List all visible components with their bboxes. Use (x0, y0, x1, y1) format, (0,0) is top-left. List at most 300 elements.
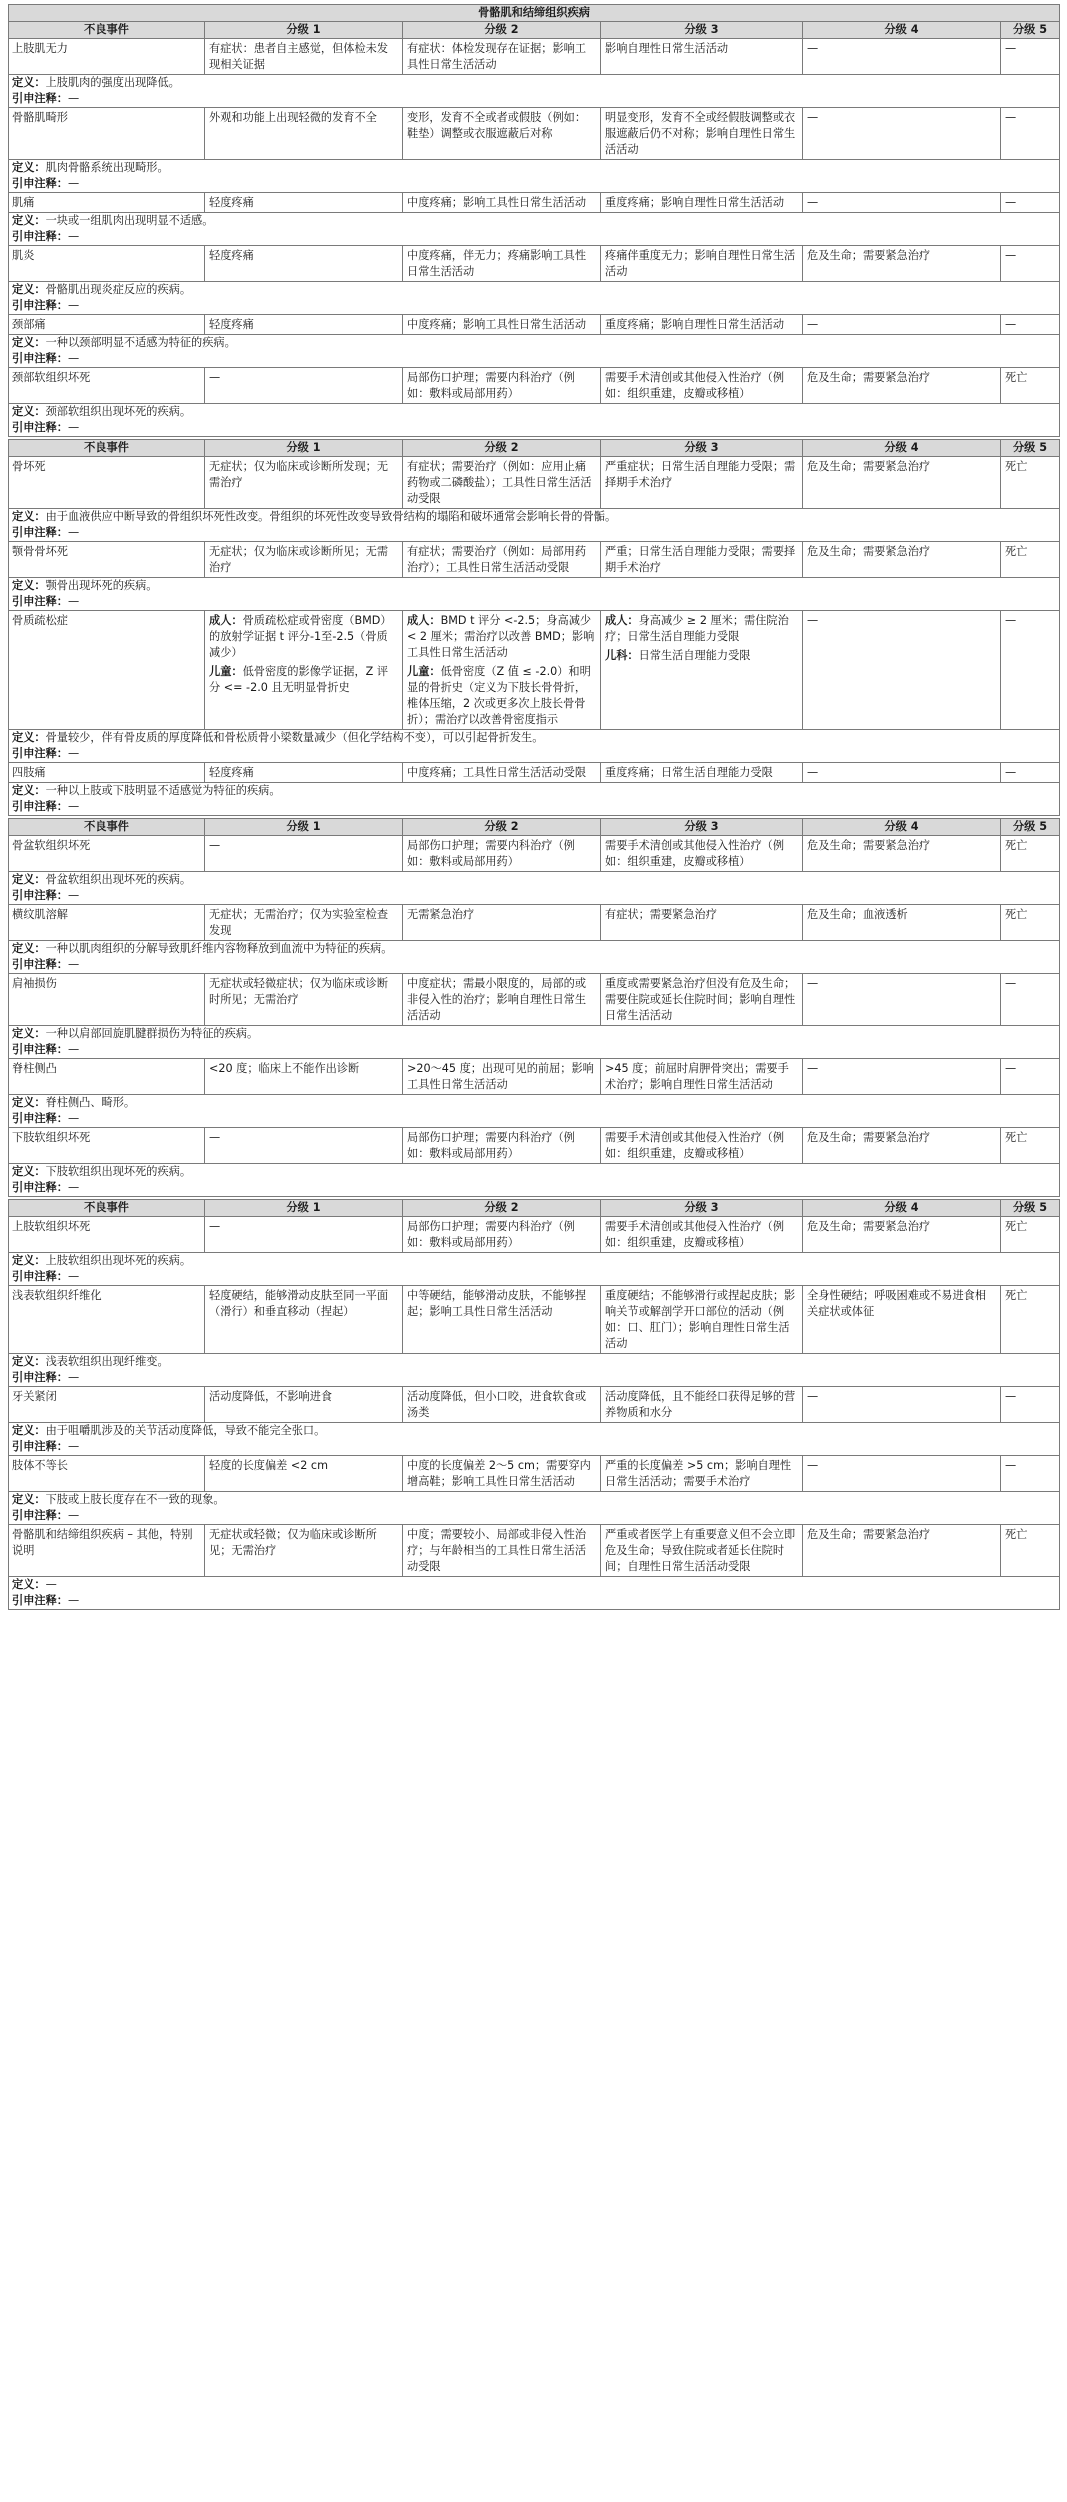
column-header-5: 分级 5 (1001, 1200, 1060, 1217)
grade-text (807, 317, 996, 333)
grade-text (407, 195, 596, 211)
column-header-4: 分级 4 (803, 440, 1001, 457)
event-name: 颈部痛 (9, 315, 205, 335)
grade-text (605, 1061, 798, 1093)
table-row (9, 193, 1060, 213)
definition-cell (9, 1577, 1060, 1594)
grade-description: >45 度；前屈时肩胛骨突出；需要手术治疗；影响自理性日常生活活动 (605, 1062, 789, 1091)
grade-description: 疼痛伴重度无力；影响自理性日常生活活动 (605, 249, 796, 278)
grade-text (1005, 838, 1055, 854)
grade-text (605, 765, 798, 781)
grade-2-cell (403, 39, 601, 75)
column-header-0: 不良事件 (9, 819, 205, 836)
event-name: 横纹肌溶解 (9, 905, 205, 941)
table-row (9, 315, 1060, 335)
grade-3-cell (601, 1286, 803, 1354)
definition-cell (9, 282, 1060, 299)
grade-5-cell (1001, 763, 1060, 783)
grade-description: 低骨密度的影像学证据，Z 评分 <= -2.0 且无明显骨折史 (209, 665, 389, 694)
grade-2-cell (403, 1456, 601, 1492)
grade-4-cell (803, 1387, 1001, 1423)
grade-1-cell (205, 905, 403, 941)
grade-3-cell (601, 108, 803, 160)
grade-text (807, 1458, 996, 1474)
grade-4-cell (803, 1286, 1001, 1354)
table-row (9, 1387, 1060, 1423)
grade-5-cell (1001, 1286, 1060, 1354)
navigational-note-cell (9, 229, 1060, 246)
grade-text (209, 195, 398, 211)
grade-text (209, 1061, 398, 1077)
grade-text (407, 838, 596, 870)
grade-4-cell (803, 836, 1001, 872)
event-name: 浅表软组织纤维化 (9, 1286, 205, 1354)
navigational-note-text: — (67, 1440, 80, 1453)
column-header-0: 不良事件 (9, 440, 205, 457)
grade-description: 变形，发育不全或者或假肢（例如：鞋垫）调整或衣服遮蔽后对称 (407, 111, 587, 140)
definition-label: 定义： (12, 283, 46, 296)
grade-description: 轻度疼痛 (209, 249, 254, 262)
grade-description: — (209, 1131, 221, 1144)
navigational-note-label: 引申注释： (12, 230, 68, 243)
grade-text (807, 613, 996, 629)
grade-description: — (1005, 42, 1017, 55)
definition-label: 定义： (12, 214, 46, 227)
grade-description: 需要手术清创或其他侵入性治疗（例如：组织重建，皮瓣或移植） (605, 1220, 785, 1249)
grade-description: — (807, 1459, 819, 1472)
grade-description: BMD t 评分 <-2.5；身高减少 < 2 厘米；需治疗以改善 BMD；影响工具性日常生活活动 (407, 614, 595, 659)
table-row (9, 108, 1060, 160)
navigational-note-text: — (67, 1594, 80, 1607)
navigational-note-text: — (67, 1043, 80, 1056)
grade-text (1005, 1219, 1055, 1235)
grade-description: 重度疼痛；日常生活自理能力受限 (605, 766, 773, 779)
grade-1-cell (205, 39, 403, 75)
grade-description: 有症状：患者自主感觉，但体检未发现相关证据 (209, 42, 389, 71)
definition-row (9, 578, 1060, 595)
grade-3-cell (601, 905, 803, 941)
grade-1-cell (205, 1286, 403, 1354)
grade-2-cell (403, 905, 601, 941)
definition-text: 浅表软组织出现纤维变。 (45, 1355, 169, 1368)
grade-text (605, 1389, 798, 1421)
grade-population-label: 成人： (407, 614, 441, 627)
grade-text (209, 459, 398, 491)
table-row (9, 974, 1060, 1026)
grade-text (807, 1527, 996, 1543)
column-header-1: 分级 1 (205, 819, 403, 836)
definition-row (9, 1577, 1060, 1594)
grade-1-cell (205, 457, 403, 509)
navigational-note-row (9, 351, 1060, 368)
event-name: 上肢软组织坏死 (9, 1217, 205, 1253)
navigational-note-row (9, 594, 1060, 611)
grade-text (209, 765, 398, 781)
navigational-note-cell (9, 351, 1060, 368)
grade-text (407, 1458, 596, 1490)
grade-description: 危及生命；需要紧急治疗 (807, 1528, 931, 1541)
definition-text: 肌肉骨骼系统出现畸形。 (45, 161, 169, 174)
grade-3-cell (601, 1059, 803, 1095)
navigational-note-text: — (67, 1270, 80, 1283)
navigational-note-label: 引申注释： (12, 1440, 68, 1453)
column-header-0: 不良事件 (9, 22, 205, 39)
grade-description: 轻度疼痛 (209, 196, 254, 209)
grade-text (605, 648, 798, 664)
grade-text (605, 110, 798, 158)
navigational-note-cell (9, 420, 1060, 437)
grade-2-cell (403, 1217, 601, 1253)
grade-description: 无症状；无需治疗；仅为实验室检查发现 (209, 908, 389, 937)
definition-row (9, 282, 1060, 299)
grade-2-cell (403, 611, 601, 730)
navigational-note-cell (9, 91, 1060, 108)
navigational-note-label: 引申注释： (12, 299, 68, 312)
definition-text: — (45, 1578, 57, 1591)
table-row (9, 542, 1060, 578)
navigational-note-row (9, 1439, 1060, 1456)
column-header-0: 不良事件 (9, 1200, 205, 1217)
grade-description: 全身性硬结；呼吸困难或不易进食相关症状或体征 (807, 1289, 987, 1318)
grade-description: 死亡 (1005, 908, 1028, 921)
grade-4-cell (803, 1128, 1001, 1164)
grade-1-cell (205, 1456, 403, 1492)
grade-description: — (209, 839, 221, 852)
grade-3-cell (601, 1128, 803, 1164)
table-row (9, 1128, 1060, 1164)
navigational-note-text: — (67, 177, 80, 190)
definition-label: 定义： (12, 784, 46, 797)
grade-description: — (1005, 318, 1017, 331)
definition-label: 定义： (12, 873, 46, 886)
navigational-note-text: — (67, 1181, 80, 1194)
grade-description: — (1005, 196, 1017, 209)
column-header-1: 分级 1 (205, 22, 403, 39)
grade-text (209, 664, 398, 696)
definition-text: 脊柱侧凸、畸形。 (45, 1096, 136, 1109)
grade-text (407, 317, 596, 333)
grade-text (209, 1458, 398, 1474)
definition-text: 颈部软组织出现坏死的疾病。 (45, 405, 192, 418)
grade-text (605, 1458, 798, 1490)
definition-text: 上肢肌肉的强度出现降低。 (45, 76, 180, 89)
grade-description: — (807, 111, 819, 124)
grade-text (407, 907, 596, 923)
grade-description: 局部伤口护理；需要内科治疗（例如：敷料或局部用药） (407, 371, 575, 400)
grade-description: — (1005, 111, 1017, 124)
column-header-5: 分级 5 (1001, 819, 1060, 836)
table-row (9, 1456, 1060, 1492)
grade-text (209, 1130, 398, 1146)
grade-5-cell (1001, 1456, 1060, 1492)
grade-text (807, 110, 996, 126)
navigational-note-text: — (67, 1112, 80, 1125)
definition-label: 定义： (12, 731, 46, 744)
definition-label: 定义： (12, 942, 46, 955)
grade-4-cell (803, 246, 1001, 282)
grade-description: 有症状；需要治疗（例如：应用止痛药物或二磷酸盐）；工具性日常生活活动受限 (407, 460, 592, 505)
grade-text (807, 1130, 996, 1146)
grade-text (807, 544, 996, 560)
grade-description: 日常生活自理能力受限 (638, 649, 751, 662)
definition-cell (9, 509, 1060, 526)
grade-description: 轻度的长度偏差 <2 cm (209, 1459, 328, 1472)
definition-row (9, 1423, 1060, 1440)
definition-text: 一种以肩部回旋肌腱群损伤为特征的疾病。 (45, 1027, 259, 1040)
column-header-4: 分级 4 (803, 1200, 1001, 1217)
grade-text (605, 370, 798, 402)
grade-description: 活动度降低，不影响进食 (209, 1390, 333, 1403)
navigational-note-label: 引申注释： (12, 1594, 68, 1607)
grade-description: 危及生命；需要紧急治疗 (807, 1220, 931, 1233)
grade-4-cell (803, 905, 1001, 941)
grade-description: 轻度疼痛 (209, 318, 254, 331)
grade-4-cell (803, 1059, 1001, 1095)
navigational-note-text: — (67, 1509, 80, 1522)
event-name: 颚骨骨坏死 (9, 542, 205, 578)
grade-description: 身高减少 ≥ 2 厘米；需住院治疗；日常生活自理能力受限 (605, 614, 789, 643)
navigational-note-text: — (67, 421, 80, 434)
grade-2-cell (403, 542, 601, 578)
grade-1-cell (205, 368, 403, 404)
grade-text (407, 110, 596, 142)
grade-3-cell (601, 315, 803, 335)
header-row (9, 819, 1060, 836)
event-name: 骨骼肌畸形 (9, 108, 205, 160)
column-header-5: 分级 5 (1001, 440, 1060, 457)
grade-2-cell (403, 246, 601, 282)
column-header-2: 分级 2 (403, 819, 601, 836)
grade-description: — (1005, 614, 1017, 627)
definition-text: 骨量较少，伴有骨皮质的厚度降低和骨松质骨小梁数量减少（但化学结构不变），可以引起骨折发生。 (45, 731, 544, 744)
definition-cell (9, 872, 1060, 889)
grade-description: — (209, 1220, 221, 1233)
grade-4-cell (803, 39, 1001, 75)
navigational-note-row (9, 1370, 1060, 1387)
grade-description: — (1005, 1390, 1017, 1403)
header-row (9, 1200, 1060, 1217)
grade-description: — (1005, 766, 1017, 779)
event-name: 下肢软组织坏死 (9, 1128, 205, 1164)
grade-3-cell (601, 611, 803, 730)
header-row (9, 22, 1060, 39)
grade-1-cell (205, 836, 403, 872)
definition-row (9, 1492, 1060, 1509)
event-name: 肌痛 (9, 193, 205, 213)
grade-3-cell (601, 974, 803, 1026)
definition-text: 下肢软组织出现坏死的疾病。 (45, 1165, 192, 1178)
grade-description: 中度疼痛；影响工具性日常生活活动 (407, 196, 587, 209)
navigational-note-label: 引申注释： (12, 747, 68, 760)
navigational-note-cell (9, 1370, 1060, 1387)
navigational-note-text: — (67, 747, 80, 760)
definition-cell (9, 335, 1060, 352)
grade-text (407, 1389, 596, 1421)
table-row (9, 836, 1060, 872)
grade-description: 中度疼痛；影响工具性日常生活活动 (407, 318, 587, 331)
navigational-note-text: — (67, 92, 80, 105)
grade-description: — (1005, 1062, 1017, 1075)
grade-text (1005, 370, 1055, 386)
grade-text (1005, 1527, 1055, 1543)
definition-cell (9, 941, 1060, 958)
grade-description: 危及生命；需要紧急治疗 (807, 460, 931, 473)
definition-text: 骨盆软组织出现坏死的疾病。 (45, 873, 192, 886)
definition-cell (9, 404, 1060, 421)
grade-description: — (1005, 977, 1017, 990)
grade-description: 中度疼痛；工具性日常生活活动受限 (407, 766, 587, 779)
navigational-note-cell (9, 1269, 1060, 1286)
grade-text (807, 907, 996, 923)
grade-text (605, 838, 798, 870)
grade-text (407, 765, 596, 781)
grade-text (209, 544, 398, 576)
grade-1-cell (205, 246, 403, 282)
definition-text: 一种以上肢或下肢明显不适感觉为特征的疾病。 (45, 784, 281, 797)
grade-description: — (807, 196, 819, 209)
navigational-note-text: — (67, 352, 80, 365)
grade-description: — (209, 371, 221, 384)
grade-5-cell (1001, 246, 1060, 282)
grade-5-cell (1001, 1525, 1060, 1577)
definition-label: 定义： (12, 1424, 46, 1437)
grade-2-cell (403, 974, 601, 1026)
navigational-note-cell (9, 1439, 1060, 1456)
grade-text (407, 41, 596, 73)
grade-3-cell (601, 836, 803, 872)
grade-text (807, 765, 996, 781)
definition-label: 定义： (12, 1096, 46, 1109)
navigational-note-cell (9, 888, 1060, 905)
column-header-1: 分级 1 (205, 1200, 403, 1217)
grade-2-cell (403, 315, 601, 335)
grade-description: 明显变形，发育不全或经假肢调整或衣服遮蔽后仍不对称；影响自理性日常生活活动 (605, 111, 796, 156)
definition-cell (9, 578, 1060, 595)
grade-description: 影响自理性日常生活活动 (605, 42, 729, 55)
grade-description: 重度疼痛；影响自理性日常生活活动 (605, 196, 785, 209)
grade-text (807, 248, 996, 264)
grade-1-cell (205, 611, 403, 730)
grade-5-cell (1001, 542, 1060, 578)
definition-label: 定义： (12, 405, 46, 418)
grade-text (807, 1219, 996, 1235)
grade-3-cell (601, 1387, 803, 1423)
definition-row (9, 872, 1060, 889)
grade-2-cell (403, 1387, 601, 1423)
grade-description: 重度或需要紧急治疗但没有危及生命；需要住院或延长住院时间；影响自理性日常生活活动 (605, 977, 796, 1022)
navigational-note-text: — (67, 595, 80, 608)
grade-description: 轻度疼痛 (209, 766, 254, 779)
grade-description: 局部伤口护理；需要内科治疗（例如：敷料或局部用药） (407, 1131, 575, 1160)
header-row (9, 440, 1060, 457)
grade-1-cell (205, 542, 403, 578)
grade-2-cell (403, 108, 601, 160)
definition-text: 一块或一组肌肉出现明显不适感。 (45, 214, 214, 227)
grade-4-cell (803, 611, 1001, 730)
table-row (9, 246, 1060, 282)
grade-3-cell (601, 1525, 803, 1577)
navigational-note-row (9, 888, 1060, 905)
grade-description: 危及生命；需要紧急治疗 (807, 545, 931, 558)
grade-population-label: 成人： (209, 614, 243, 627)
grade-5-cell (1001, 611, 1060, 730)
grade-2-cell (403, 368, 601, 404)
grade-description: — (807, 766, 819, 779)
grade-text (605, 613, 798, 645)
grade-text (1005, 1389, 1055, 1405)
grade-5-cell (1001, 974, 1060, 1026)
definition-cell (9, 730, 1060, 747)
grade-description: 无症状或轻微；仅为临床或诊断所见；无需治疗 (209, 1528, 377, 1557)
grade-text (209, 248, 398, 264)
grade-description: 无症状；仅为临床或诊断所见；无需治疗 (209, 545, 389, 574)
definition-label: 定义： (12, 336, 46, 349)
grade-description: 外观和功能上出现轻微的发育不全 (209, 111, 377, 124)
adverse-events-table (8, 4, 1060, 1610)
grade-text (209, 370, 398, 386)
event-name: 骨质疏松症 (9, 611, 205, 730)
grade-description: 死亡 (1005, 1220, 1028, 1233)
navigational-note-label: 引申注释： (12, 352, 68, 365)
grade-text (407, 976, 596, 1024)
grade-description: 中度疼痛，伴无力；疼痛影响工具性日常生活活动 (407, 249, 587, 278)
definition-cell (9, 1492, 1060, 1509)
grade-description: 死亡 (1005, 1131, 1028, 1144)
navigational-note-label: 引申注释： (12, 800, 68, 813)
definition-text: 由于血液供应中断导致的骨组织坏死性改变。骨组织的坏死性改变导致骨结构的塌陷和破坏通常会影响长骨的骨骺。 (45, 510, 617, 523)
grade-description: — (807, 1390, 819, 1403)
grade-2-cell (403, 1286, 601, 1354)
grade-1-cell (205, 974, 403, 1026)
grade-3-cell (601, 39, 803, 75)
navigational-note-cell (9, 594, 1060, 611)
definition-cell (9, 1164, 1060, 1181)
navigational-note-label: 引申注释： (12, 595, 68, 608)
navigational-note-cell (9, 1180, 1060, 1197)
definition-cell (9, 1253, 1060, 1270)
definition-row (9, 730, 1060, 747)
grade-2-cell (403, 1059, 601, 1095)
grade-3-cell (601, 1217, 803, 1253)
grade-5-cell (1001, 1128, 1060, 1164)
definition-row (9, 335, 1060, 352)
definition-label: 定义： (12, 76, 46, 89)
grade-text (1005, 248, 1055, 264)
grade-description: 严重；日常生活自理能力受限；需要择期手术治疗 (605, 545, 796, 574)
grade-5-cell (1001, 39, 1060, 75)
navigational-note-row (9, 746, 1060, 763)
navigational-note-label: 引申注释： (12, 1371, 68, 1384)
grade-description: 重度硬结；不能够滑行或捏起皮肤；影响关节或解剖学开口部位的活动（例如：口、肛门）；影响自理性日常生活活动 (605, 1289, 796, 1350)
grade-text (407, 1288, 596, 1320)
grade-description: 轻度硬结，能够滑动皮肤至同一平面（滑行）和垂直移动（捏起） (209, 1289, 389, 1318)
grade-description: 重度疼痛；影响自理性日常生活活动 (605, 318, 785, 331)
column-header-2: 分级 2 (403, 1200, 601, 1217)
navigational-note-cell (9, 957, 1060, 974)
table-row (9, 763, 1060, 783)
definition-label: 定义： (12, 1027, 46, 1040)
grade-text (209, 1288, 398, 1320)
column-header-2: 分级 2 (403, 22, 601, 39)
grade-description: 死亡 (1005, 371, 1028, 384)
grade-5-cell (1001, 457, 1060, 509)
navigational-note-row (9, 1180, 1060, 1197)
event-name: 上肢肌无力 (9, 39, 205, 75)
grade-text (209, 1389, 398, 1405)
grade-1-cell (205, 1128, 403, 1164)
definition-text: 上肢软组织出现坏死的疾病。 (45, 1254, 192, 1267)
grade-text (807, 838, 996, 854)
